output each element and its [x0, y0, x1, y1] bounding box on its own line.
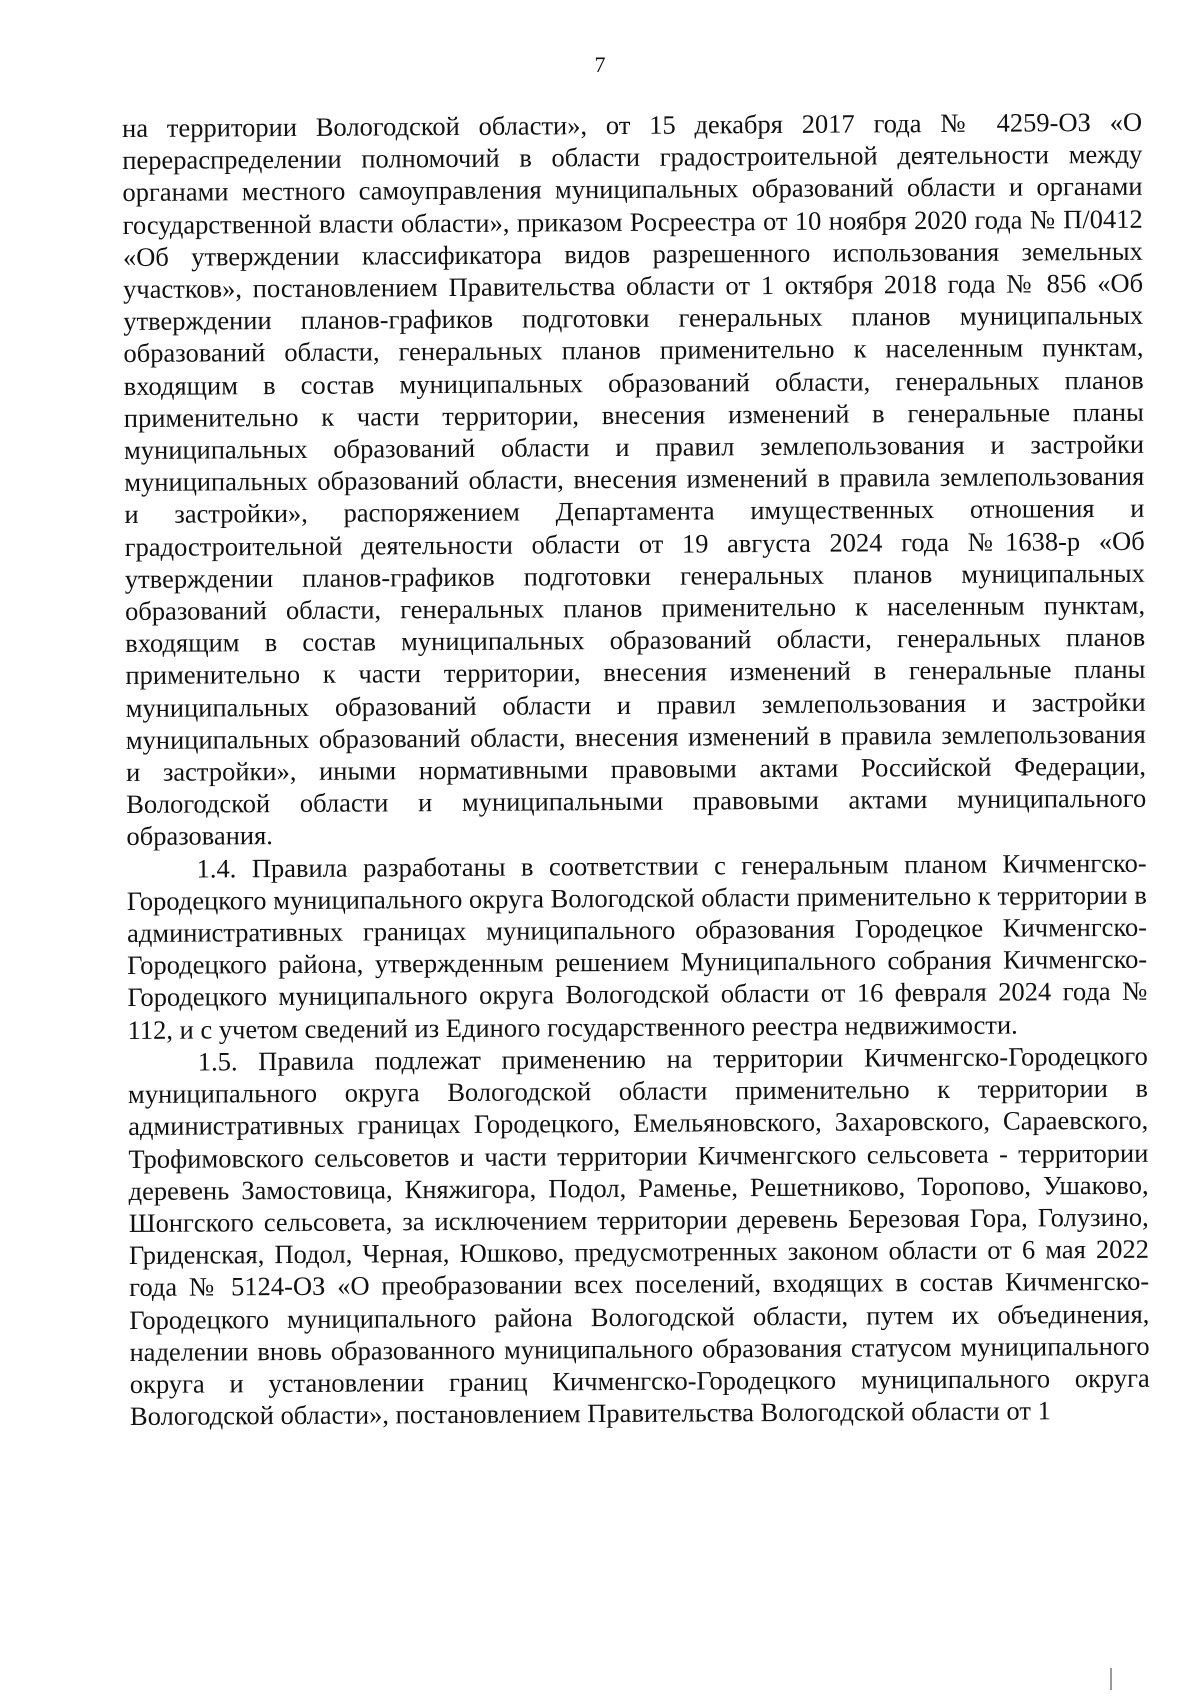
- paragraph-continuation: на территории Вологодской области», от 15 декабря 2017 года № 4259-ОЗ «О перераспределении полномочий в области градостроительной деятельности между органами местного самоуправления муниципальных образований области и органами государственной власти области», приказом Росреестра от 10 ноября 2020 года № П/0412 «Об утверждении классификатора видов разрешенного использования земельных участков», постановлением Правительства области от 1 октября 2018 года № 856 «Об утверждении планов-графиков подготовки генеральных планов муниципальных образований области, генеральных планов применительно к населенным пунктам, входящим в состав муниципальных образований области, генеральных планов применительно к части территории, внесения изменений в генеральные планы муниципальных образований области и правил землепользования и застройки муниципальных образований области, внесения изменений в правила землепользования и застройки», распоряжением Департамента имущественных отношения и градостроительной деятельности области от 19 августа 2024 года №1638-р «Об утверждении планов-графиков подготовки генеральных планов муниципальных образований области, генеральных планов применительно к населенным пунктам, входящим в состав муниципальных образований области, генеральных планов применительно к части территории, внесения изменений в генеральные планы муниципальных образований области и правил землепользования и застройки муниципальных образований области, внесения изменений в правила землепользования и застройки», иными нормативными правовыми актами Российской Федерации, Вологодской области и муниципальными правовыми актами муниципального образования.: [122, 106, 1147, 852]
- paragraph-1-5: 1.5. Правила подлежат применению на территории Кичменгско-Городецкого муниципального округа Вологодской области применительно к территории в административных границах Городецкого, Емельяновского, Захаровского, Сараевского, Трофимовского сельсоветов и части территории Кичменгского сельсовета - территории деревень Замостовица, Княжигора, Подол, Раменье, Решетниково, Торопово, Ушаково, Шонгского сельсовета, за исключением территории деревень Березовая Гора, Голузино, Гриденская, Подол, Черная, Юшково, предусмотренных законом области от 6 мая 2022 года № 5124-ОЗ «О преобразовании всех поселений, входящих в состав Кичменгско-Городецкого муниципального района Вологодской области, путем их объединения, наделении вновь образованного муниципального образования статусом муниципального округа и установлении границ Кичменгско-Городецкого муниципального округа Вологодской области», постановлением Правительства Вологодской области от 1: [127, 1040, 1150, 1432]
- scan-artifact-mark: [1110, 1668, 1112, 1690]
- paragraph-1-4: 1.4. Правила разработаны в соответствии с генеральным планом Кичменгско-Городецкого муниципального округа Вологодской области применительно к территории в административных границах муниципального образования Городецкое Кичменгско-Городецкого района, утвержденным решением Муниципального собрания Кичменгско-Городецкого муниципального округа Вологодской области от 16 февраля 2024 года № 112, и с учетом сведений из Единого государственного реестра недвижимости.: [126, 847, 1148, 1045]
- page-number: 7: [594, 52, 606, 77]
- document-body: [122, 106, 1150, 1433]
